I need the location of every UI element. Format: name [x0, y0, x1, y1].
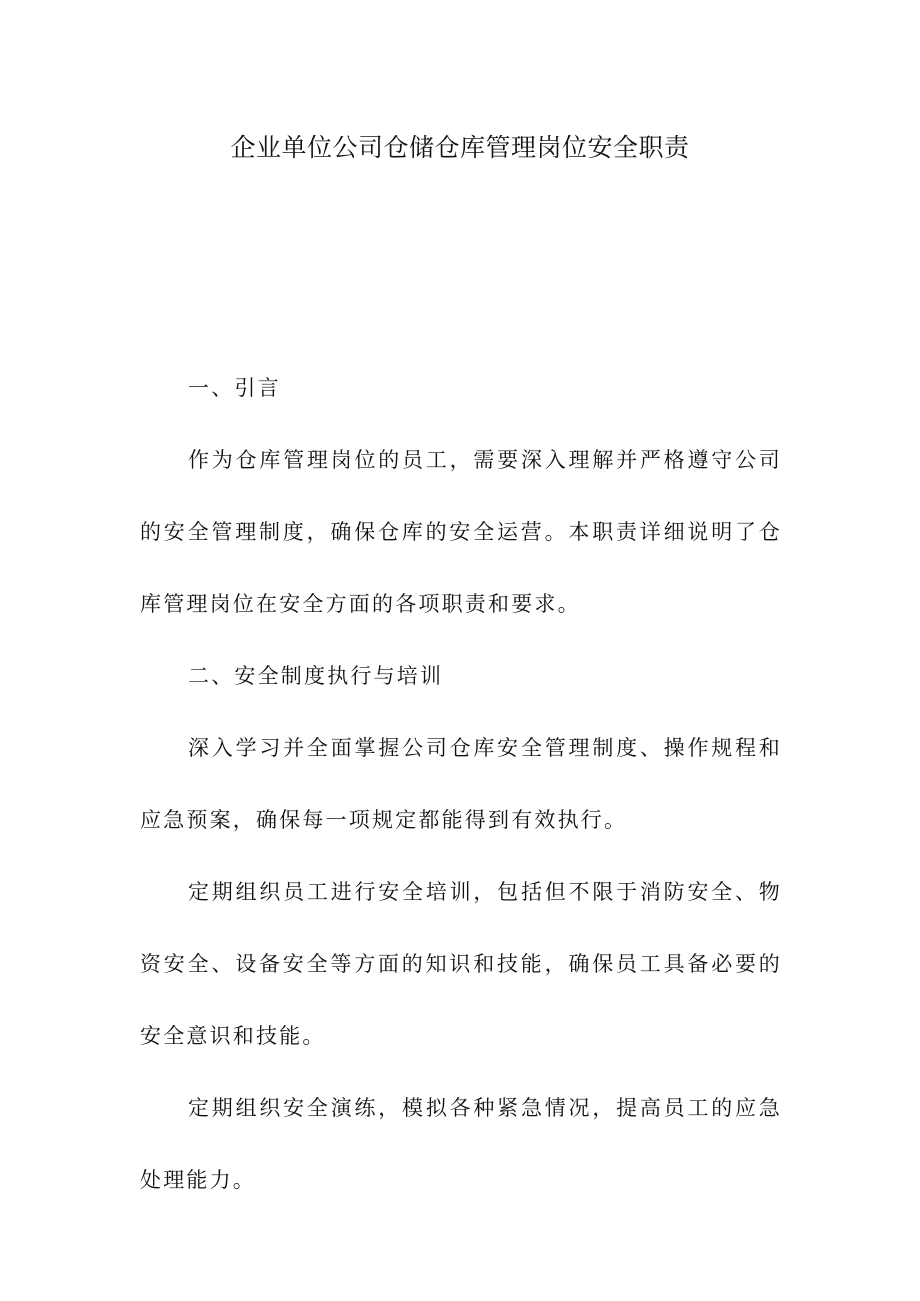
paragraph-safety-regulations: 深入学习并全面掌握公司仓库安全管理制度、操作规程和应急预案，确保每一项规定都能得到有效执行。 — [140, 736, 782, 832]
section-heading-introduction: 一、引言 — [188, 376, 281, 400]
paragraph-staff-training: 定期组织员工进行安全培训，包括但不限于消防安全、物资安全、设备安全等方面的知识和技能，确保员工具备必要的安全意识和技能。 — [140, 880, 782, 1048]
document-title: 企业单位公司仓储仓库管理岗位安全职责 — [230, 133, 690, 162]
paragraph-introduction: 作为仓库管理岗位的员工，需要深入理解并严格遵守公司的安全管理制度，确保仓库的安全运营。本职责详细说明了仓库管理岗位在安全方面的各项职责和要求。 — [140, 448, 782, 616]
paragraph-safety-drills: 定期组织安全演练，模拟各种紧急情况，提高员工的应急处理能力。 — [140, 1096, 782, 1192]
document-body — [140, 352, 782, 1216]
section-heading-safety-training: 二、安全制度执行与培训 — [188, 664, 444, 688]
